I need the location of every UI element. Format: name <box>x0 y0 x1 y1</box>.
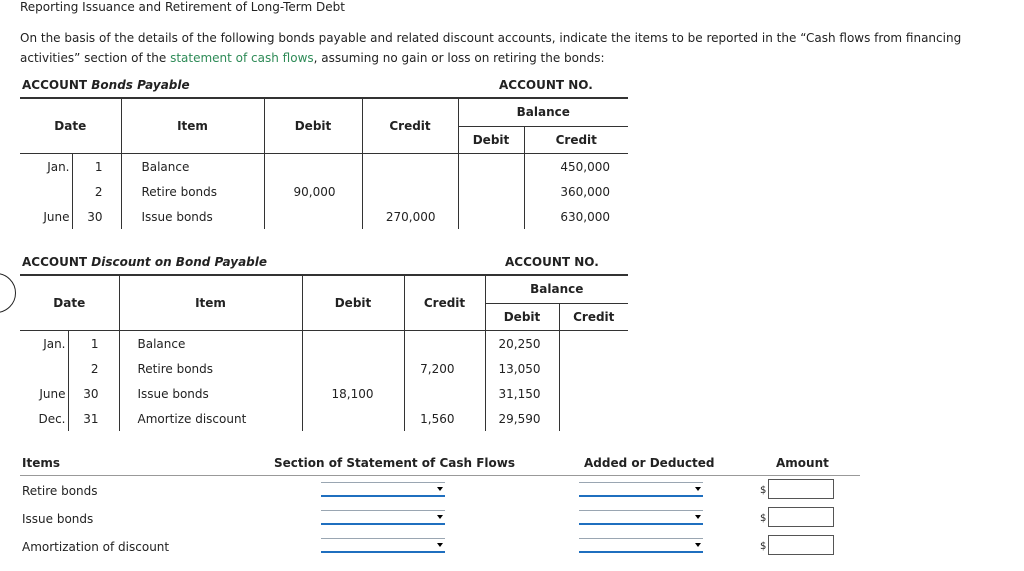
bonds-payable-ledger <box>20 97 628 229</box>
dropdown-arrow-icon <box>437 543 443 547</box>
row-credit: 1,560 <box>404 406 485 431</box>
item-header: Item <box>119 275 302 331</box>
balance-debit-header: Debit <box>485 303 559 330</box>
row-balance-credit: 360,000 <box>560 184 610 199</box>
date-header: Date <box>20 275 119 331</box>
row-credit <box>404 381 485 406</box>
balance-credit-header: Credit <box>524 126 628 153</box>
balance-header: Balance <box>458 98 628 126</box>
ledger-row <box>20 406 628 431</box>
row-balance-debit: 31,150 <box>485 381 559 406</box>
row-debit <box>302 356 404 381</box>
currency-symbol: $ <box>760 485 767 496</box>
row-balance-credit <box>559 406 628 431</box>
statement-of-cash-flows-link[interactable]: statement of cash flows <box>170 51 314 65</box>
section-select-amortization[interactable] <box>321 538 445 553</box>
instructions-text-1: On the basis of the details of the following bonds payable and related discount accounts, indicate the items to be reported in the “Cash flows from financing activities” section of the <box>20 31 962 65</box>
added-select-issue-bonds[interactable] <box>579 510 703 525</box>
row-credit <box>362 179 458 204</box>
row-balance-debit <box>458 154 524 180</box>
row-month: June <box>20 204 72 229</box>
added-select-retire-bonds[interactable] <box>579 482 703 497</box>
row-balance-credit <box>559 356 628 381</box>
page-title: Reporting Issuance and Retirement of Long-Term Debt <box>20 0 345 14</box>
dropdown-arrow-icon <box>695 515 701 519</box>
row-debit <box>264 154 362 180</box>
row-credit <box>362 154 458 180</box>
row-balance-credit <box>559 381 628 406</box>
amount-input-retire-bonds[interactable] <box>768 479 834 499</box>
amount-header: Amount <box>776 456 829 470</box>
added-select-amortization[interactable] <box>579 538 703 553</box>
account-label: ACCOUNT <box>22 78 88 92</box>
row-month: June <box>20 381 68 406</box>
scroll-marker-circle <box>0 273 16 313</box>
row-item: Balance <box>119 331 302 357</box>
dropdown-arrow-icon <box>437 515 443 519</box>
account-label: ACCOUNT <box>22 255 88 269</box>
instructions-text-2: , assuming no gain or loss on retiring the bonds: <box>313 51 605 65</box>
item-header: Item <box>121 98 264 154</box>
credit-header: Credit <box>362 98 458 154</box>
debit-header: Debit <box>264 98 362 154</box>
row-item: Amortize discount <box>119 406 302 431</box>
added-deducted-header: Added or Deducted <box>584 456 715 470</box>
bonds-account-title <box>22 78 190 92</box>
row-item: Issue bonds <box>121 204 264 229</box>
credit-header: Credit <box>404 275 485 331</box>
amount-input-issue-bonds[interactable] <box>768 507 834 527</box>
items-header: Items <box>22 456 60 470</box>
ledger-row <box>20 179 628 204</box>
item-amortization-of-discount: Amortization of discount <box>22 540 170 554</box>
balance-credit-header: Credit <box>559 303 628 330</box>
row-month <box>20 179 72 204</box>
currency-symbol: $ <box>760 513 767 524</box>
discount-account-name: Discount on Bond Payable <box>91 255 268 269</box>
discount-account-no-label: ACCOUNT NO. <box>505 255 599 269</box>
bonds-account-name: Bonds Payable <box>91 78 190 92</box>
row-credit <box>404 331 485 357</box>
dropdown-arrow-icon <box>695 543 701 547</box>
amount-input-amortization[interactable] <box>768 535 834 555</box>
section-select-issue-bonds[interactable] <box>321 510 445 525</box>
debit-header: Debit <box>302 275 404 331</box>
header-divider <box>20 475 860 476</box>
row-balance-debit <box>458 179 524 204</box>
row-balance-credit: 450,000 <box>560 159 610 174</box>
discount-account-title <box>22 255 267 269</box>
ledger-row <box>20 204 628 229</box>
row-credit: 270,000 <box>362 204 458 229</box>
dropdown-arrow-icon <box>437 487 443 491</box>
item-retire-bonds: Retire bonds <box>22 484 98 498</box>
section-select-retire-bonds[interactable] <box>321 482 445 497</box>
row-month: Dec. <box>20 406 68 431</box>
item-issue-bonds: Issue bonds <box>22 512 94 526</box>
row-balance-debit <box>458 204 524 229</box>
row-debit <box>302 406 404 431</box>
ledger-row <box>20 154 628 180</box>
row-credit: 7,200 <box>404 356 485 381</box>
ledger-row <box>20 356 628 381</box>
ledger-row <box>20 331 628 357</box>
row-debit: 18,100 <box>302 381 404 406</box>
row-day: 30 <box>72 204 121 229</box>
row-balance-credit: 630,000 <box>560 209 610 224</box>
row-month: Jan. <box>20 154 72 180</box>
row-month <box>20 356 68 381</box>
dropdown-arrow-icon <box>695 487 701 491</box>
currency-symbol: $ <box>760 541 767 552</box>
row-debit: 90,000 <box>264 179 362 204</box>
balance-debit-header: Debit <box>458 126 524 153</box>
row-balance-debit: 20,250 <box>485 331 559 357</box>
section-header: Section of Statement of Cash Flows <box>274 456 515 470</box>
row-day: 1 <box>68 331 119 357</box>
date-header: Date <box>20 98 121 154</box>
row-day: 30 <box>68 381 119 406</box>
row-balance-debit: 13,050 <box>485 356 559 381</box>
row-debit <box>264 204 362 229</box>
ledger-row <box>20 381 628 406</box>
instructions <box>20 28 1024 68</box>
row-item: Issue bonds <box>119 381 302 406</box>
row-balance-debit: 29,590 <box>485 406 559 431</box>
balance-header: Balance <box>485 275 628 303</box>
bonds-account-no-label: ACCOUNT NO. <box>499 78 593 92</box>
row-item: Balance <box>121 154 264 180</box>
row-day: 1 <box>72 154 121 180</box>
row-debit <box>302 331 404 357</box>
row-item: Retire bonds <box>119 356 302 381</box>
discount-ledger <box>20 274 628 431</box>
row-month: Jan. <box>20 331 68 357</box>
row-day: 2 <box>72 179 121 204</box>
row-day: 2 <box>68 356 119 381</box>
row-balance-credit <box>559 331 628 357</box>
row-day: 31 <box>68 406 119 431</box>
row-item: Retire bonds <box>121 179 264 204</box>
